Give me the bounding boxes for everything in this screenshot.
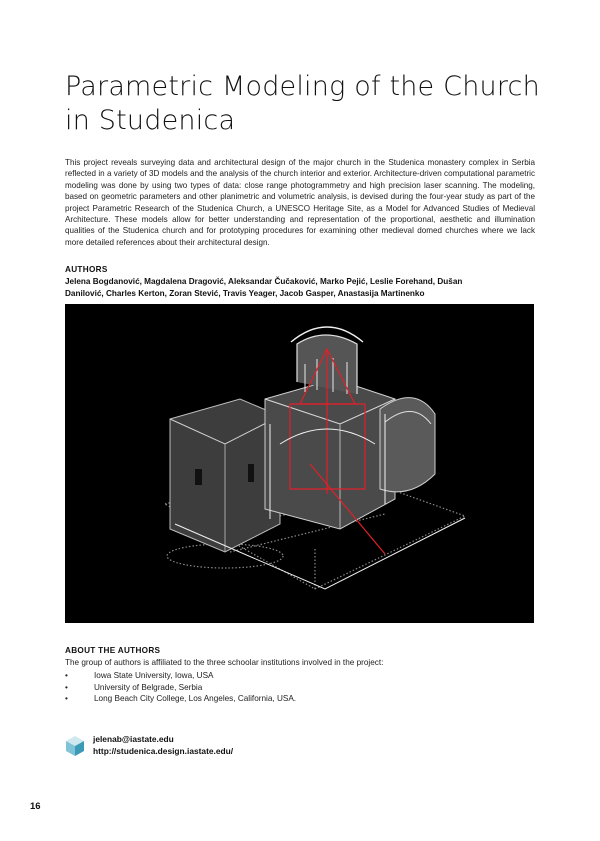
church-point-cloud-figure — [65, 304, 534, 623]
contact-info — [93, 733, 233, 757]
authors-list: Jelena Bogdanović, Magdalena Dragović, Aleksandar Čučaković, Marko Pejić, Leslie Forehand, Dušan Danilović, Charles Kerton, Zoran Stević, Travis Yeager, Jacob Gasper, Anastasija Martinenko — [65, 277, 463, 298]
page-number: 16 — [30, 801, 41, 812]
article-title: Parametric Modeling of the Church in Studenica — [65, 71, 540, 136]
abstract-paragraph: This project reveals surveying data and architectural design of the major church in the Studenica monastery complex in Serbia reflected in a variety of 3D models and the analysis of the church interior and exterior. Architecture-driven computational parametric modeling was done by using two types of data: close range photogrammetry and high precision laser scanning. The modeling, based on geometric parameters and other planimetric and volumetric analysis, is devised during the four-year study as part of the project Parametric Research of the Studenica Church, a UNESCO Heritage Site, as a Model for Advanced Studies of Medieval Architecture. These models allow for better understanding and representation of the proportional, aesthetic and illumination qualities of the Studenica church and for prototyping procedures for examining other medieval domed churches where we lack more detailed references about their architectural design. — [65, 158, 535, 247]
institution-name: Long Beach City College, Los Angeles, California, USA. — [94, 694, 297, 704]
church-model-illustration — [65, 304, 534, 623]
bullet: • — [65, 682, 68, 692]
institution-list — [65, 670, 296, 705]
about-authors-heading: ABOUT THE AUTHORS — [65, 646, 161, 655]
bullet: • — [65, 671, 68, 680]
institution-name: University of Belgrade, Serbia — [94, 682, 203, 692]
institution-name: Iowa State University, Iowa, USA — [94, 671, 214, 680]
list-item — [65, 670, 296, 682]
bullet: • — [65, 694, 68, 704]
authors-heading: AUTHORS — [65, 265, 108, 274]
list-item — [65, 682, 296, 694]
cube-logo-icon — [65, 735, 85, 757]
about-authors-intro: The group of authors is affiliated to the three schoolar institutions involved in the project: — [65, 658, 384, 667]
list-item — [65, 693, 296, 705]
website-link[interactable]: http://studenica.design.iastate.edu/ — [93, 746, 234, 756]
email-link[interactable]: jelenab@iastate.edu — [93, 734, 174, 744]
